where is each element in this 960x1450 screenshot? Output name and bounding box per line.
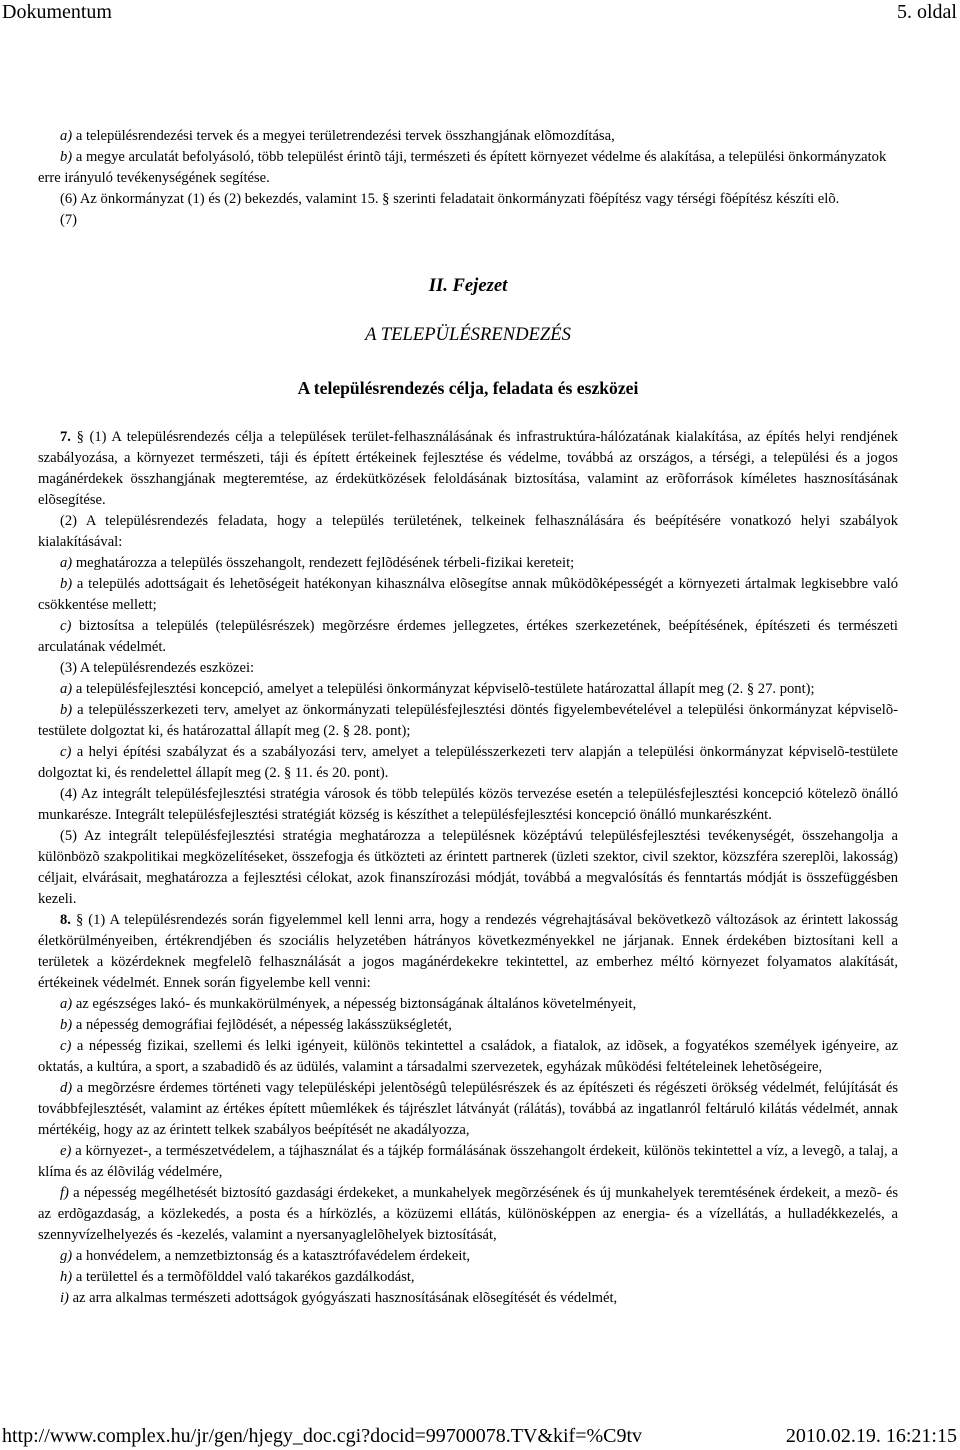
section-7-3c	[38, 742, 898, 784]
chapter-number: II. Fejezet	[428, 275, 508, 296]
item-mark: b)	[60, 576, 73, 592]
section-8-list	[38, 994, 898, 1309]
item-mark: g)	[60, 1248, 73, 1264]
item-text: a településszerkezeti terv, amelyet az önkormányzati településfejlesztési döntés figyelembevételével a települési önkormányzat képviselõ-testülete dolgoztat ki, és határozattal állapít meg (2. § 28. pont);	[38, 702, 898, 739]
document-body	[38, 126, 898, 1309]
item-text: a népesség megélhetését biztosító gazdasági érdekeket, a munkahelyek megõrzésének és új munkahelyek teremtésének érdekeit, a mezõ- és az erdõgazdaság, a közlekedés, a posta és a hírközlés, a közüzemi ellátás, különösképpen az energia- és a vízellátás, a hulladékkezelés, a szennyvízelhelyezés és -kezelés, valamint a nyersanyaglelõhelyek biztosítását,	[38, 1185, 898, 1243]
item-mark: c)	[60, 1038, 72, 1054]
section-7-paragraph-3: (3) A településrendezés eszközei:	[60, 660, 255, 676]
item-mark: b)	[60, 149, 73, 165]
page-number: 5. oldal	[897, 1, 957, 23]
page-header	[0, 0, 960, 26]
section-8-item	[38, 994, 898, 1015]
page-footer	[0, 1424, 960, 1450]
section-8-item	[38, 1036, 898, 1078]
item-mark: d)	[60, 1080, 73, 1096]
item-text: az egészséges lakó- és munkakörülmények, a népesség biztonságának általános követelményeit,	[72, 996, 637, 1012]
section-8-item	[38, 1267, 898, 1288]
section-8-item	[38, 1015, 898, 1036]
intro-item-a	[38, 126, 898, 147]
section-8-item	[38, 1288, 898, 1309]
intro-item-b	[38, 147, 898, 189]
section-8-item	[38, 1246, 898, 1267]
item-text: a honvédelem, a nemzetbiztonság és a katasztrófavédelem érdekeit,	[72, 1248, 471, 1264]
item-mark: c)	[60, 618, 72, 634]
section-8-item	[38, 1183, 898, 1246]
item-text: biztosítsa a település (településrészek) megõrzésre érdemes jellegzetes, értékes szerkezetének, beépítésének, építészeti és természeti arculatának védelmét.	[38, 618, 898, 655]
item-text: a település adottságait és lehetõségeit hatékonyan kihasználva elõsegítse annak mûködõképességét a környezeti ártalmak legkisebbre való csökkentése mellett;	[38, 576, 898, 613]
item-text: meghatározza a település összehangolt, rendezett fejlõdésének térbeli-fizikai kereteit;	[72, 555, 575, 571]
item-text: a helyi építési szabályzat és a szabályozási terv, amelyet a településszerkezeti terv alapján a települési önkormányzat képviselõ-testülete dolgoztat ki, és rendelettel állapít meg (2. § 11. és 20. pont).	[38, 744, 898, 781]
item-mark: a)	[60, 128, 73, 144]
paragraph-text: § (1) A településrendezés során figyelemmel kell lenni arra, hogy a rendezés végrehajtásával bekövetkezõ változások az érintett lakosság életkörülményeiben, értékrendjében és szociális helyzetében hátrányos következményekkel ne járjanak. Ennek érdekében biztosítani kell a területek a közérdeknek megfelelõ felhasználását a jogos magánérdekekre tekintettel, az emberhez méltó környezet folyamatos alakítását, értékeinek védelmét. Ennek során figyelembe kell venni:	[38, 912, 898, 991]
item-mark: b)	[60, 1017, 73, 1033]
section-7-2b	[38, 574, 898, 616]
item-mark: i)	[60, 1290, 69, 1306]
section-8-item	[38, 1078, 898, 1141]
section-subtitle: A településrendezés célja, feladata és eszközei	[297, 378, 639, 398]
section-7-2a	[38, 553, 898, 574]
item-text: a településrendezési tervek és a megyei területrendezési tervek összhangjának elõmozdítása,	[72, 128, 615, 144]
item-text: a megye arculatát befolyásoló, több települést érintõ táji, természeti és épített környezet védelme és alakítása, a települési önkormányzatok erre irányuló tevékenységének segítése.	[38, 149, 887, 186]
section-number: 8.	[60, 912, 71, 928]
section-8-item	[38, 1141, 898, 1183]
item-mark: e)	[60, 1143, 72, 1159]
item-mark: h)	[60, 1269, 73, 1285]
print-timestamp: 2010.02.19. 16:21:15	[785, 1425, 957, 1447]
section-7-3b	[38, 700, 898, 742]
chapter-title: A TELEPÜLÉSRENDEZÉS	[365, 324, 571, 345]
intro-paragraph-7: (7)	[60, 212, 78, 228]
item-text: a népesség fizikai, szellemi és lelki igényeit, különös tekintettel a családok, a fiatalok, az idõsek, a fogyatékos személyek igényeire, az oktatás, a kultúra, a sport, a szabadidõ és az üdülés, valamint a társadalmi szervezetek, egyházak mûködési feltételeinek lehetõségeire,	[38, 1038, 898, 1075]
document-label: Dokumentum	[2, 1, 112, 23]
section-7-3a	[38, 679, 898, 700]
intro-paragraph-6: (6) Az önkormányzat (1) és (2) bekezdés, valamint 15. § szerinti feladatait önkormányzati fõépítész vagy térségi fõépítész készíti elõ.	[60, 191, 840, 207]
item-mark: f)	[60, 1185, 69, 1201]
item-mark: a)	[60, 996, 73, 1012]
item-text: a megõrzésre érdemes történeti vagy településképi jelentõségû településrészek és az építészeti és régészeti örökség védelmét, felújítását és továbbfejlesztését, valamint az értékes épített mûemlékek és tájrészlet látványát (rálátás), továbbá az ingatlanról feltáruló kilátás védelmét, annak mértékéig, hogy az az érintett telkek szabályos beépítését ne akadályozza,	[38, 1080, 898, 1138]
paragraph-text: § (1) A településrendezés célja a települések terület-felhasználásának és infrastruktúra-hálózatának kialakítása, az építés helyi rendjének szabályozása, a környezet természeti, táji és épített értékeinek fejlesztése és védelme, továbbá az országos, a térségi, a települési és a jogos magánérdekek összhangjának megteremtése, az érdekütközések feloldásának biztosítása, valamint az erõforrások kíméletes hasznosításának elõsegítése.	[38, 429, 898, 508]
item-text: az arra alkalmas természeti adottságok gyógyászati hasznosításának elõsegítését és védelmét,	[68, 1290, 618, 1306]
item-mark: a)	[60, 681, 73, 697]
item-text: a településfejlesztési koncepció, amelyet a települési önkormányzat képviselõ-testülete határozattal állapít meg (2. § 27. pont);	[72, 681, 815, 697]
section-7-paragraph-2: (2) A településrendezés feladata, hogy a település területének, telkeinek felhasználására és beépítésére vonatkozó helyi szabályok kialakításával:	[38, 513, 898, 550]
item-mark: c)	[60, 744, 72, 760]
item-mark: b)	[60, 702, 73, 718]
item-text: a népesség demográfiai fejlõdését, a népesség lakásszükségletét,	[72, 1017, 452, 1033]
item-mark: a)	[60, 555, 73, 571]
item-text: a területtel és a termõfölddel való takarékos gazdálkodást,	[72, 1269, 415, 1285]
section-7-paragraph-4: (4) Az integrált településfejlesztési stratégia városok és több település közös tervezése esetén a településfejlesztési koncepció kötelezõ önálló munkarésze. Integrált településfejlesztési stratégiát község is készíthet a településfejlesztési koncepció önálló munkarészként.	[38, 786, 898, 823]
section-7-paragraph-5: (5) Az integrált településfejlesztési stratégia meghatározza a településnek középtávú településfejlesztési tevékenységét, összehangolja a különbözõ szakpolitikai megközelítéseket, összefogja és ütközteti az érintett partnerek (üzleti szektor, civil szektor, közszféra szereplõi, lakosság) céljait, elvárásait, meghatározza a fejlesztési célokat, azok finanszírozási módját, továbbá a megvalósítás és fenntartás módját is összefüggésben kezeli.	[38, 828, 898, 907]
section-7-paragraph-1	[38, 427, 898, 511]
section-number: 7.	[60, 429, 71, 445]
section-8-paragraph-1	[38, 910, 898, 994]
item-text: a környezet-, a természetvédelem, a tájhasználat és a tájkép formálásának összehangolt érdekeit, különös tekintettel a víz, a levegõ, a talaj, a klíma és az élõvilág védelmére,	[38, 1143, 898, 1180]
section-7-2c	[38, 616, 898, 658]
source-url: http://www.complex.hu/jr/gen/hjegy_doc.cgi?docid=99700078.TV&kif=%C9tv	[2, 1425, 643, 1447]
